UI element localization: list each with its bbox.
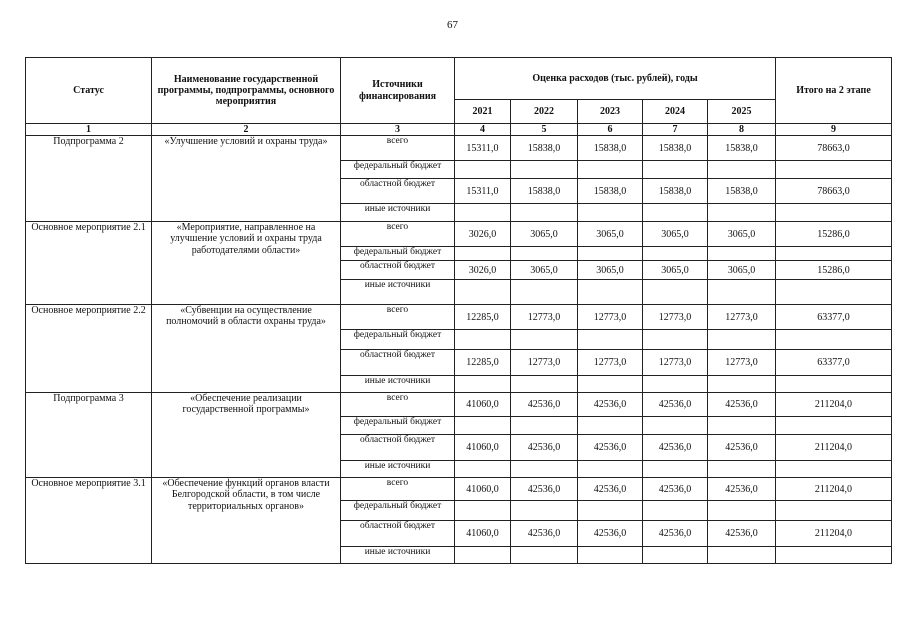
year-value-cell: 12773,0	[643, 305, 708, 330]
year-value-cell	[708, 501, 776, 521]
year-value-cell: 42536,0	[578, 393, 643, 417]
funding-source-cell: федеральный бюджет	[341, 161, 455, 179]
year-value-cell	[643, 161, 708, 179]
year-value-cell	[511, 461, 578, 478]
program-name-cell: «Улучшение условий и охраны труда»	[152, 136, 341, 222]
year-value-cell: 15311,0	[455, 179, 511, 204]
program-name-cell: «Обеспечение функций органов власти Белгородской области, в том числе территориальных органов»	[152, 478, 341, 564]
year-value-cell	[708, 161, 776, 179]
year-value-cell: 12773,0	[578, 350, 643, 376]
year-value-cell: 42536,0	[708, 393, 776, 417]
total-cell	[776, 461, 892, 478]
table-row	[26, 478, 892, 501]
total-cell	[776, 376, 892, 393]
total-cell: 63377,0	[776, 350, 892, 376]
year-value-cell	[708, 247, 776, 261]
header-status: Статус	[26, 58, 152, 124]
table-row	[26, 222, 892, 247]
funding-source-cell: областной бюджет	[341, 521, 455, 547]
year-value-cell	[643, 204, 708, 222]
column-number: 3	[341, 124, 455, 136]
table-row	[26, 136, 892, 161]
column-number: 2	[152, 124, 341, 136]
total-cell	[776, 161, 892, 179]
total-cell: 211204,0	[776, 521, 892, 547]
year-value-cell	[455, 280, 511, 305]
year-value-cell	[708, 417, 776, 435]
column-number: 5	[511, 124, 578, 136]
year-value-cell	[708, 547, 776, 564]
year-value-cell	[643, 501, 708, 521]
year-value-cell: 12773,0	[511, 305, 578, 330]
year-value-cell: 3065,0	[643, 222, 708, 247]
total-cell: 15286,0	[776, 261, 892, 280]
year-value-cell	[455, 330, 511, 350]
column-number: 9	[776, 124, 892, 136]
year-value-cell	[578, 376, 643, 393]
year-value-cell: 3065,0	[511, 222, 578, 247]
year-value-cell: 15838,0	[643, 136, 708, 161]
year-value-cell	[578, 161, 643, 179]
column-number: 6	[578, 124, 643, 136]
year-value-cell: 15838,0	[578, 136, 643, 161]
status-cell: Подпрограмма 2	[26, 136, 152, 222]
funding-source-cell: федеральный бюджет	[341, 330, 455, 350]
year-value-cell	[455, 376, 511, 393]
funding-source-cell: иные источники	[341, 547, 455, 564]
funding-source-cell: всего	[341, 136, 455, 161]
year-value-cell: 42536,0	[578, 435, 643, 461]
total-cell: 63377,0	[776, 305, 892, 330]
year-value-cell: 12773,0	[643, 350, 708, 376]
column-number-row	[26, 124, 892, 136]
year-value-cell: 15838,0	[708, 136, 776, 161]
funding-source-cell: областной бюджет	[341, 261, 455, 280]
total-cell: 211204,0	[776, 435, 892, 461]
year-value-cell: 3026,0	[455, 222, 511, 247]
year-value-cell: 3065,0	[708, 261, 776, 280]
year-value-cell: 42536,0	[511, 435, 578, 461]
year-value-cell	[455, 461, 511, 478]
total-cell: 78663,0	[776, 136, 892, 161]
year-value-cell: 3065,0	[578, 222, 643, 247]
total-cell	[776, 280, 892, 305]
funding-source-cell: федеральный бюджет	[341, 501, 455, 521]
header-year: 2022	[511, 100, 578, 124]
year-value-cell: 42536,0	[511, 521, 578, 547]
funding-source-cell: иные источники	[341, 376, 455, 393]
table-header	[26, 58, 892, 136]
year-value-cell	[708, 461, 776, 478]
year-value-cell: 42536,0	[511, 393, 578, 417]
year-value-cell: 15838,0	[511, 179, 578, 204]
header-year: 2021	[455, 100, 511, 124]
year-value-cell	[511, 280, 578, 305]
year-value-cell: 42536,0	[578, 478, 643, 501]
year-value-cell	[708, 376, 776, 393]
year-value-cell	[578, 417, 643, 435]
total-cell	[776, 547, 892, 564]
year-value-cell	[455, 501, 511, 521]
funding-source-cell: федеральный бюджет	[341, 417, 455, 435]
year-value-cell: 41060,0	[455, 393, 511, 417]
table-row	[26, 305, 892, 330]
header-sources: Источники финансирования	[341, 58, 455, 124]
year-value-cell	[578, 501, 643, 521]
year-value-cell: 42536,0	[643, 393, 708, 417]
table-row	[26, 393, 892, 417]
year-value-cell	[511, 417, 578, 435]
funding-source-cell: всего	[341, 478, 455, 501]
year-value-cell	[455, 161, 511, 179]
year-value-cell	[578, 547, 643, 564]
year-value-cell	[643, 330, 708, 350]
year-value-cell: 3065,0	[578, 261, 643, 280]
year-value-cell	[578, 204, 643, 222]
header-year: 2025	[708, 100, 776, 124]
year-value-cell	[708, 280, 776, 305]
column-number: 7	[643, 124, 708, 136]
year-value-cell	[643, 461, 708, 478]
year-value-cell: 3065,0	[511, 261, 578, 280]
year-value-cell	[578, 461, 643, 478]
year-value-cell: 15838,0	[511, 136, 578, 161]
total-cell: 78663,0	[776, 179, 892, 204]
funding-source-cell: иные источники	[341, 280, 455, 305]
year-value-cell	[455, 204, 511, 222]
year-value-cell: 42536,0	[708, 478, 776, 501]
year-value-cell: 12285,0	[455, 305, 511, 330]
year-value-cell	[708, 330, 776, 350]
year-value-cell: 12285,0	[455, 350, 511, 376]
year-value-cell: 3065,0	[643, 261, 708, 280]
year-value-cell: 42536,0	[578, 521, 643, 547]
year-value-cell: 15311,0	[455, 136, 511, 161]
year-value-cell	[511, 547, 578, 564]
funding-source-cell: иные источники	[341, 204, 455, 222]
funding-source-cell: областной бюджет	[341, 350, 455, 376]
program-name-cell: «Субвенции на осуществление полномочий в области охраны труда»	[152, 305, 341, 393]
year-value-cell: 15838,0	[708, 179, 776, 204]
year-value-cell	[643, 247, 708, 261]
funding-source-cell: всего	[341, 393, 455, 417]
year-value-cell	[511, 330, 578, 350]
year-value-cell	[578, 280, 643, 305]
year-value-cell	[511, 247, 578, 261]
header-estimate: Оценка расходов (тыс. рублей), годы	[455, 58, 776, 100]
status-cell: Основное мероприятие 2.2	[26, 305, 152, 393]
status-cell: Подпрограмма 3	[26, 393, 152, 478]
funding-source-cell: иные источники	[341, 461, 455, 478]
total-cell	[776, 417, 892, 435]
funding-source-cell: областной бюджет	[341, 435, 455, 461]
year-value-cell	[455, 247, 511, 261]
year-value-cell: 42536,0	[708, 435, 776, 461]
year-value-cell: 15838,0	[643, 179, 708, 204]
header-year: 2023	[578, 100, 643, 124]
page-number: 67	[447, 19, 458, 31]
program-name-cell: «Обеспечение реализации государственной программы»	[152, 393, 341, 478]
table-body	[26, 136, 892, 564]
total-cell: 211204,0	[776, 393, 892, 417]
year-value-cell	[643, 417, 708, 435]
year-value-cell	[511, 204, 578, 222]
funding-source-cell: федеральный бюджет	[341, 247, 455, 261]
column-number: 8	[708, 124, 776, 136]
total-cell	[776, 330, 892, 350]
funding-source-cell: областной бюджет	[341, 179, 455, 204]
budget-table	[25, 57, 892, 564]
year-value-cell	[578, 330, 643, 350]
year-value-cell: 42536,0	[643, 521, 708, 547]
year-value-cell	[708, 204, 776, 222]
year-value-cell	[511, 161, 578, 179]
year-value-cell	[578, 247, 643, 261]
funding-source-cell: всего	[341, 305, 455, 330]
program-name-cell: «Мероприятие, направленное на улучшение условий и охраны труда работодателями области»	[152, 222, 341, 305]
year-value-cell	[643, 280, 708, 305]
year-value-cell: 42536,0	[643, 478, 708, 501]
column-number: 1	[26, 124, 152, 136]
year-value-cell: 15838,0	[578, 179, 643, 204]
status-cell: Основное мероприятие 2.1	[26, 222, 152, 305]
year-value-cell: 42536,0	[511, 478, 578, 501]
year-value-cell: 12773,0	[511, 350, 578, 376]
funding-source-cell: всего	[341, 222, 455, 247]
year-value-cell	[511, 376, 578, 393]
year-value-cell	[643, 376, 708, 393]
total-cell	[776, 501, 892, 521]
year-value-cell: 12773,0	[708, 305, 776, 330]
year-value-cell	[455, 547, 511, 564]
total-cell	[776, 247, 892, 261]
year-value-cell: 41060,0	[455, 478, 511, 501]
status-cell: Основное мероприятие 3.1	[26, 478, 152, 564]
year-value-cell: 3065,0	[708, 222, 776, 247]
total-cell: 211204,0	[776, 478, 892, 501]
year-value-cell: 3026,0	[455, 261, 511, 280]
year-value-cell: 41060,0	[455, 521, 511, 547]
header-total: Итого на 2 этапе	[776, 58, 892, 124]
column-number: 4	[455, 124, 511, 136]
year-value-cell: 12773,0	[708, 350, 776, 376]
year-value-cell: 12773,0	[578, 305, 643, 330]
year-value-cell: 42536,0	[643, 435, 708, 461]
total-cell: 15286,0	[776, 222, 892, 247]
total-cell	[776, 204, 892, 222]
header-year: 2024	[643, 100, 708, 124]
year-value-cell: 42536,0	[708, 521, 776, 547]
year-value-cell	[455, 417, 511, 435]
header-name: Наименование государственной программы, подпрограммы, основного мероприятия	[152, 58, 341, 124]
year-value-cell	[511, 501, 578, 521]
year-value-cell: 41060,0	[455, 435, 511, 461]
year-value-cell	[643, 547, 708, 564]
